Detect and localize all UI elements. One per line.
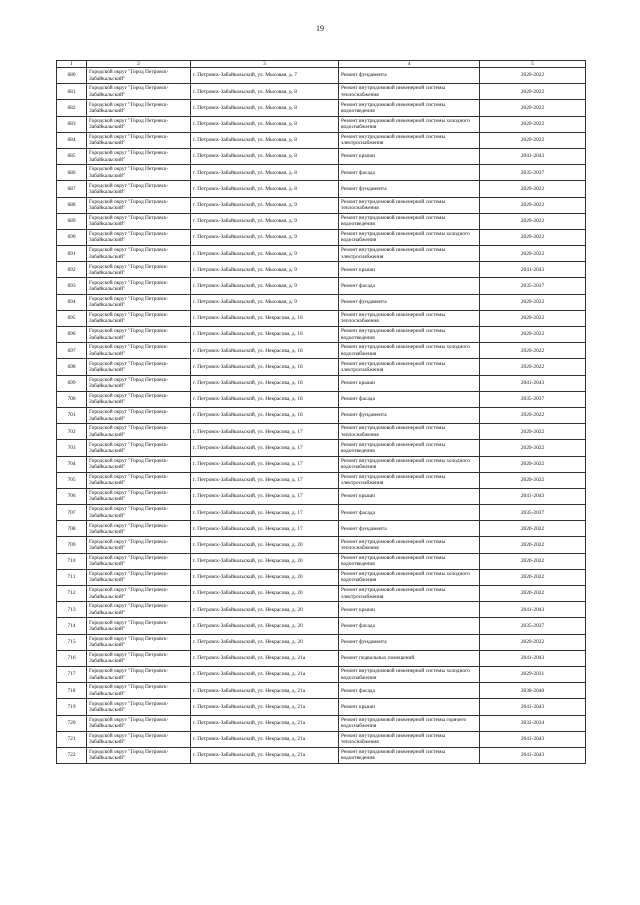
- repair-schedule-table: [56, 60, 586, 764]
- table-row: [57, 472, 586, 488]
- cell-address: г. Петровск-Забайкальский, ул. Некрасова, д. 17: [191, 521, 339, 537]
- cell-address: г. Петровск-Забайкальский, ул. Некрасова, д. 21а: [191, 650, 339, 666]
- table-row: [57, 262, 586, 278]
- cell-address: г. Петровск-Забайкальский, ул. Некрасова, д. 17: [191, 505, 339, 521]
- cell-work-type: Ремонт внутридомовой инженерной системы электроснабжения: [339, 586, 480, 602]
- cell-period: 2020-2022: [480, 634, 586, 650]
- cell-row-number: 685: [57, 148, 87, 164]
- cell-period: 2020-2022: [480, 521, 586, 537]
- table-row: [57, 310, 586, 326]
- table-row: [57, 537, 586, 553]
- cell-work-type: Ремонт крыши: [339, 602, 480, 618]
- cell-row-number: 680: [57, 68, 87, 84]
- cell-municipality: Городской округ "Город Петровск-Забайкальский": [87, 521, 191, 537]
- cell-row-number: 712: [57, 586, 87, 602]
- cell-address: г. Петровск-Забайкальский, ул. Некрасова, д. 21а: [191, 747, 339, 763]
- table-row: [57, 505, 586, 521]
- cell-address: г. Петровск-Забайкальский, ул. Некрасова, д. 16: [191, 359, 339, 375]
- cell-municipality: Городской округ "Город Петровск-Забайкальский": [87, 650, 191, 666]
- cell-work-type: Ремонт внутридомовой инженерной системы теплоснабжения: [339, 537, 480, 553]
- cell-municipality: Городской округ "Город Петровск-Забайкальский": [87, 634, 191, 650]
- cell-address: г. Петровск-Забайкальский, ул. Некрасова, д. 21а: [191, 683, 339, 699]
- cell-work-type: Ремонт внутридомовой инженерной системы теплоснабжения: [339, 731, 480, 747]
- cell-period: 2020-2022: [480, 407, 586, 423]
- table-row: [57, 521, 586, 537]
- cell-address: г. Петровск-Забайкальский, ул. Мысовая, д. 8: [191, 84, 339, 100]
- cell-period: 2020-2022: [480, 537, 586, 553]
- cell-row-number: 708: [57, 521, 87, 537]
- cell-period: 2020-2022: [480, 310, 586, 326]
- cell-municipality: Городской округ "Город Петровск-Забайкальский": [87, 407, 191, 423]
- cell-address: г. Петровск-Забайкальский, ул. Некрасова, д. 16: [191, 327, 339, 343]
- table-row: [57, 488, 586, 504]
- cell-period: 2041-2043: [480, 148, 586, 164]
- cell-period: 2032-2034: [480, 715, 586, 731]
- cell-municipality: Городской округ "Город Петровск-Забайкальский": [87, 731, 191, 747]
- cell-row-number: 717: [57, 666, 87, 682]
- cell-work-type: Ремонт фундамента: [339, 294, 480, 310]
- cell-address: г. Петровск-Забайкальский, ул. Некрасова, д. 20: [191, 586, 339, 602]
- cell-row-number: 682: [57, 100, 87, 116]
- cell-address: г. Петровск-Забайкальский, ул. Некрасова, д. 16: [191, 391, 339, 407]
- cell-municipality: Городской округ "Город Петровск-Забайкальский": [87, 327, 191, 343]
- table-row: [57, 456, 586, 472]
- table-row: [57, 197, 586, 213]
- cell-work-type: Ремонт фасада: [339, 391, 480, 407]
- cell-period: 2020-2022: [480, 132, 586, 148]
- cell-period: 2041-2043: [480, 602, 586, 618]
- table-row: [57, 246, 586, 262]
- cell-address: г. Петровск-Забайкальский, ул. Мысовая, д. 8: [191, 181, 339, 197]
- column-header-4: 4: [339, 61, 480, 68]
- cell-work-type: Ремонт внутридомовой инженерной системы холодного водоснабжения: [339, 569, 480, 585]
- cell-municipality: Городской округ "Город Петровск-Забайкальский": [87, 359, 191, 375]
- cell-period: 2020-2022: [480, 294, 586, 310]
- cell-row-number: 687: [57, 181, 87, 197]
- cell-address: г. Петровск-Забайкальский, ул. Некрасова, д. 16: [191, 407, 339, 423]
- table-row: [57, 747, 586, 763]
- cell-row-number: 690: [57, 229, 87, 245]
- cell-row-number: 702: [57, 424, 87, 440]
- cell-address: г. Петровск-Забайкальский, ул. Некрасова, д. 21а: [191, 715, 339, 731]
- cell-address: г. Петровск-Забайкальский, ул. Мысовая, д. 9: [191, 213, 339, 229]
- table-row: [57, 181, 586, 197]
- cell-work-type: Ремонт внутридомовой инженерной системы теплоснабжения: [339, 197, 480, 213]
- cell-address: г. Петровск-Забайкальский, ул. Некрасова, д. 20: [191, 618, 339, 634]
- cell-work-type: Ремонт внутридомовой инженерной системы водоотведения: [339, 100, 480, 116]
- cell-work-type: Ремонт фасада: [339, 618, 480, 634]
- cell-work-type: Ремонт подвальных помещений: [339, 650, 480, 666]
- cell-address: г. Петровск-Забайкальский, ул. Некрасова, д. 20: [191, 602, 339, 618]
- cell-municipality: Городской округ "Город Петровск-Забайкальский": [87, 229, 191, 245]
- cell-period: 2020-2022: [480, 424, 586, 440]
- table-row: [57, 84, 586, 100]
- cell-work-type: Ремонт фасада: [339, 165, 480, 181]
- table-row: [57, 213, 586, 229]
- table-row: [57, 278, 586, 294]
- cell-municipality: Городской округ "Город Петровск-Забайкальский": [87, 602, 191, 618]
- cell-row-number: 681: [57, 84, 87, 100]
- cell-row-number: 721: [57, 731, 87, 747]
- cell-period: 2041-2043: [480, 262, 586, 278]
- cell-period: 2041-2043: [480, 699, 586, 715]
- table-row: [57, 165, 586, 181]
- cell-municipality: Городской округ "Город Петровск-Забайкальский": [87, 747, 191, 763]
- cell-address: г. Петровск-Забайкальский, ул. Мысовая, д. 9: [191, 246, 339, 262]
- table-row: [57, 343, 586, 359]
- table-row: [57, 666, 586, 682]
- cell-municipality: Городской округ "Город Петровск-Забайкальский": [87, 666, 191, 682]
- cell-row-number: 719: [57, 699, 87, 715]
- table-row: [57, 229, 586, 245]
- cell-work-type: Ремонт внутридомовой инженерной системы холодного водоснабжения: [339, 666, 480, 682]
- cell-work-type: Ремонт крыши: [339, 699, 480, 715]
- cell-municipality: Городской округ "Город Петровск-Забайкальский": [87, 488, 191, 504]
- cell-period: 2041-2043: [480, 650, 586, 666]
- cell-address: г. Петровск-Забайкальский, ул. Некрасова, д. 17: [191, 456, 339, 472]
- page-number: 19: [316, 24, 324, 33]
- cell-address: г. Петровск-Забайкальский, ул. Некрасова, д. 21а: [191, 666, 339, 682]
- cell-municipality: Городской округ "Город Петровск-Забайкальский": [87, 278, 191, 294]
- cell-period: 2041-2043: [480, 747, 586, 763]
- table-row: [57, 650, 586, 666]
- column-header-1: 1: [57, 61, 87, 68]
- cell-municipality: Городской округ "Город Петровск-Забайкальский": [87, 715, 191, 731]
- cell-work-type: Ремонт фасада: [339, 683, 480, 699]
- cell-municipality: Городской округ "Город Петровск-Забайкальский": [87, 537, 191, 553]
- table-row: [57, 586, 586, 602]
- cell-address: г. Петровск-Забайкальский, ул. Некрасова, д. 20: [191, 553, 339, 569]
- cell-municipality: Городской округ "Город Петровск-Забайкальский": [87, 84, 191, 100]
- cell-address: г. Петровск-Забайкальский, ул. Мысовая, д. 8: [191, 165, 339, 181]
- cell-row-number: 683: [57, 116, 87, 132]
- cell-row-number: 697: [57, 343, 87, 359]
- table-row: [57, 375, 586, 391]
- cell-address: г. Петровск-Забайкальский, ул. Некрасова, д. 16: [191, 343, 339, 359]
- cell-work-type: Ремонт фундамента: [339, 521, 480, 537]
- table-row: [57, 327, 586, 343]
- cell-work-type: Ремонт крыши: [339, 262, 480, 278]
- cell-period: 2029-2031: [480, 666, 586, 682]
- cell-row-number: 706: [57, 488, 87, 504]
- cell-municipality: Городской округ "Город Петровск-Забайкальский": [87, 343, 191, 359]
- cell-work-type: Ремонт внутридомовой инженерной системы холодного водоснабжения: [339, 343, 480, 359]
- cell-work-type: Ремонт крыши: [339, 148, 480, 164]
- cell-municipality: Городской округ "Город Петровск-Забайкальский": [87, 375, 191, 391]
- cell-period: 2035-2037: [480, 278, 586, 294]
- cell-period: 2020-2022: [480, 213, 586, 229]
- cell-work-type: Ремонт внутридомовой инженерной системы электроснабжения: [339, 359, 480, 375]
- cell-row-number: 718: [57, 683, 87, 699]
- cell-work-type: Ремонт внутридомовой инженерной системы теплоснабжения: [339, 310, 480, 326]
- table-row: [57, 683, 586, 699]
- cell-work-type: Ремонт фасада: [339, 505, 480, 521]
- cell-municipality: Городской округ "Город Петровск-Забайкальский": [87, 116, 191, 132]
- cell-address: г. Петровск-Забайкальский, ул. Мысовая, д. 9: [191, 294, 339, 310]
- cell-period: 2041-2043: [480, 731, 586, 747]
- table-row: [57, 148, 586, 164]
- cell-address: г. Петровск-Забайкальский, ул. Мысовая, д. 9: [191, 197, 339, 213]
- cell-period: 2020-2022: [480, 456, 586, 472]
- cell-row-number: 709: [57, 537, 87, 553]
- table-row: [57, 699, 586, 715]
- cell-row-number: 696: [57, 327, 87, 343]
- cell-period: 2020-2022: [480, 586, 586, 602]
- table-row: [57, 424, 586, 440]
- cell-period: 2041-2043: [480, 488, 586, 504]
- cell-period: 2035-2037: [480, 505, 586, 521]
- cell-row-number: 705: [57, 472, 87, 488]
- cell-work-type: Ремонт внутридомовой инженерной системы холодного водоснабжения: [339, 116, 480, 132]
- cell-work-type: Ремонт фундамента: [339, 407, 480, 423]
- cell-row-number: 714: [57, 618, 87, 634]
- table-row: [57, 618, 586, 634]
- cell-work-type: Ремонт фасада: [339, 278, 480, 294]
- cell-work-type: Ремонт внутридомовой инженерной системы электроснабжения: [339, 472, 480, 488]
- table-row: [57, 602, 586, 618]
- table-row: [57, 407, 586, 423]
- table-row: [57, 569, 586, 585]
- cell-period: 2020-2022: [480, 100, 586, 116]
- cell-municipality: Городской округ "Город Петровск-Забайкальский": [87, 262, 191, 278]
- cell-row-number: 711: [57, 569, 87, 585]
- cell-address: г. Петровск-Забайкальский, ул. Мысовая, д. 8: [191, 148, 339, 164]
- cell-work-type: Ремонт внутридомовой инженерной системы горячего водоснабжения: [339, 715, 480, 731]
- cell-municipality: Городской округ "Город Петровск-Забайкальский": [87, 618, 191, 634]
- cell-row-number: 699: [57, 375, 87, 391]
- cell-row-number: 700: [57, 391, 87, 407]
- cell-period: 2020-2022: [480, 68, 586, 84]
- table-row: [57, 294, 586, 310]
- cell-address: г. Петровск-Забайкальский, ул. Мысовая, д. 9: [191, 262, 339, 278]
- table-row: [57, 634, 586, 650]
- cell-address: г. Петровск-Забайкальский, ул. Некрасова, д. 16: [191, 375, 339, 391]
- cell-work-type: Ремонт внутридомовой инженерной системы водоотведения: [339, 440, 480, 456]
- column-header-2: 2: [87, 61, 191, 68]
- cell-municipality: Городской округ "Город Петровск-Забайкальский": [87, 456, 191, 472]
- cell-municipality: Городской округ "Город Петровск-Забайкальский": [87, 553, 191, 569]
- cell-row-number: 703: [57, 440, 87, 456]
- cell-address: г. Петровск-Забайкальский, ул. Некрасова, д. 17: [191, 424, 339, 440]
- cell-address: г. Петровск-Забайкальский, ул. Мысовая, д. 9: [191, 278, 339, 294]
- cell-work-type: Ремонт внутридомовой инженерной системы электроснабжения: [339, 132, 480, 148]
- cell-address: г. Петровск-Забайкальский, ул. Некрасова, д. 17: [191, 488, 339, 504]
- cell-municipality: Городской округ "Город Петровск-Забайкальский": [87, 699, 191, 715]
- cell-work-type: Ремонт фундамента: [339, 181, 480, 197]
- cell-municipality: Городской округ "Город Петровск-Забайкальский": [87, 472, 191, 488]
- cell-row-number: 704: [57, 456, 87, 472]
- cell-row-number: 684: [57, 132, 87, 148]
- cell-row-number: 698: [57, 359, 87, 375]
- cell-row-number: 688: [57, 197, 87, 213]
- cell-work-type: Ремонт внутридомовой инженерной системы водоотведения: [339, 327, 480, 343]
- cell-address: г. Петровск-Забайкальский, ул. Некрасова, д. 20: [191, 634, 339, 650]
- cell-work-type: Ремонт крыши: [339, 375, 480, 391]
- cell-work-type: Ремонт внутридомовой инженерной системы холодного водоснабжения: [339, 229, 480, 245]
- cell-municipality: Городской округ "Город Петровск-Забайкальский": [87, 683, 191, 699]
- cell-row-number: 686: [57, 165, 87, 181]
- cell-period: 2020-2022: [480, 472, 586, 488]
- cell-work-type: Ремонт внутридомовой инженерной системы теплоснабжения: [339, 84, 480, 100]
- cell-address: г. Петровск-Забайкальский, ул. Мысовая, д. 8: [191, 100, 339, 116]
- cell-period: 2020-2022: [480, 229, 586, 245]
- cell-period: 2038-2040: [480, 683, 586, 699]
- cell-row-number: 693: [57, 278, 87, 294]
- cell-work-type: Ремонт внутридомовой инженерной системы водоотведения: [339, 213, 480, 229]
- cell-municipality: Городской округ "Город Петровск-Забайкальский": [87, 246, 191, 262]
- cell-work-type: Ремонт внутридомовой инженерной системы водоотведения: [339, 747, 480, 763]
- cell-municipality: Городской округ "Город Петровск-Забайкальский": [87, 213, 191, 229]
- cell-period: 2020-2022: [480, 84, 586, 100]
- table-row: [57, 68, 586, 84]
- table-row: [57, 440, 586, 456]
- cell-municipality: Городской округ "Город Петровск-Забайкальский": [87, 424, 191, 440]
- cell-work-type: Ремонт фундамента: [339, 634, 480, 650]
- cell-period: 2020-2022: [480, 116, 586, 132]
- cell-address: г. Петровск-Забайкальский, ул. Мысовая, д. 7: [191, 68, 339, 84]
- cell-address: г. Петровск-Забайкальский, ул. Мысовая, д. 8: [191, 132, 339, 148]
- cell-address: г. Петровск-Забайкальский, ул. Некрасова, д. 21а: [191, 731, 339, 747]
- cell-row-number: 689: [57, 213, 87, 229]
- cell-municipality: Городской округ "Город Петровск-Забайкальский": [87, 165, 191, 181]
- table-row: [57, 359, 586, 375]
- cell-row-number: 707: [57, 505, 87, 521]
- cell-row-number: 710: [57, 553, 87, 569]
- cell-municipality: Городской округ "Город Петровск-Забайкальский": [87, 310, 191, 326]
- cell-work-type: Ремонт внутридомовой инженерной системы водоотведения: [339, 553, 480, 569]
- cell-municipality: Городской округ "Город Петровск-Забайкальский": [87, 391, 191, 407]
- cell-address: г. Петровск-Забайкальский, ул. Мысовая, д. 8: [191, 116, 339, 132]
- cell-municipality: Городской округ "Город Петровск-Забайкальский": [87, 68, 191, 84]
- cell-work-type: Ремонт крыши: [339, 488, 480, 504]
- cell-period: 2035-2037: [480, 165, 586, 181]
- cell-address: г. Петровск-Забайкальский, ул. Некрасова, д. 17: [191, 440, 339, 456]
- cell-row-number: 694: [57, 294, 87, 310]
- cell-municipality: Городской округ "Город Петровск-Забайкальский": [87, 586, 191, 602]
- cell-work-type: Ремонт внутридомовой инженерной системы теплоснабжения: [339, 424, 480, 440]
- cell-work-type: Ремонт внутридомовой инженерной системы холодного водоснабжения: [339, 456, 480, 472]
- cell-municipality: Городской округ "Город Петровск-Забайкальский": [87, 100, 191, 116]
- cell-period: 2020-2022: [480, 553, 586, 569]
- cell-period: 2020-2022: [480, 327, 586, 343]
- cell-municipality: Городской округ "Город Петровск-Забайкальский": [87, 569, 191, 585]
- cell-period: 2020-2022: [480, 246, 586, 262]
- cell-period: 2020-2022: [480, 569, 586, 585]
- cell-work-type: Ремонт внутридомовой инженерной системы электроснабжения: [339, 246, 480, 262]
- table-row: [57, 391, 586, 407]
- cell-municipality: Городской округ "Город Петровск-Забайкальский": [87, 440, 191, 456]
- cell-work-type: Ремонт фундамента: [339, 68, 480, 84]
- cell-row-number: 691: [57, 246, 87, 262]
- cell-row-number: 695: [57, 310, 87, 326]
- table-row: [57, 116, 586, 132]
- cell-row-number: 713: [57, 602, 87, 618]
- cell-address: г. Петровск-Забайкальский, ул. Некрасова, д. 20: [191, 569, 339, 585]
- cell-address: г. Петровск-Забайкальский, ул. Некрасова, д. 21а: [191, 699, 339, 715]
- cell-row-number: 715: [57, 634, 87, 650]
- cell-row-number: 722: [57, 747, 87, 763]
- cell-row-number: 716: [57, 650, 87, 666]
- table-row: [57, 553, 586, 569]
- cell-period: 2041-2043: [480, 375, 586, 391]
- cell-address: г. Петровск-Забайкальский, ул. Мысовая, д. 9: [191, 229, 339, 245]
- cell-address: г. Петровск-Забайкальский, ул. Некрасова, д. 16: [191, 310, 339, 326]
- table-row: [57, 715, 586, 731]
- cell-address: г. Петровск-Забайкальский, ул. Некрасова, д. 17: [191, 472, 339, 488]
- table-row: [57, 731, 586, 747]
- cell-row-number: 701: [57, 407, 87, 423]
- column-header-3: 3: [191, 61, 339, 68]
- cell-period: 2035-2037: [480, 618, 586, 634]
- cell-municipality: Городской округ "Город Петровск-Забайкальский": [87, 148, 191, 164]
- cell-period: 2020-2022: [480, 359, 586, 375]
- cell-period: 2020-2022: [480, 440, 586, 456]
- cell-row-number: 692: [57, 262, 87, 278]
- column-header-5: 5: [480, 61, 586, 68]
- cell-municipality: Городской округ "Город Петровск-Забайкальский": [87, 294, 191, 310]
- cell-municipality: Городской округ "Город Петровск-Забайкальский": [87, 132, 191, 148]
- table-row: [57, 132, 586, 148]
- cell-municipality: Городской округ "Город Петровск-Забайкальский": [87, 505, 191, 521]
- cell-address: г. Петровск-Забайкальский, ул. Некрасова, д. 20: [191, 537, 339, 553]
- table-header-row: [57, 61, 586, 68]
- table-body: [57, 68, 586, 764]
- table-row: [57, 100, 586, 116]
- cell-period: 2020-2022: [480, 181, 586, 197]
- cell-period: 2020-2022: [480, 343, 586, 359]
- cell-municipality: Городской округ "Город Петровск-Забайкальский": [87, 181, 191, 197]
- cell-period: 2020-2022: [480, 197, 586, 213]
- cell-municipality: Городской округ "Город Петровск-Забайкальский": [87, 197, 191, 213]
- cell-period: 2035-2037: [480, 391, 586, 407]
- cell-row-number: 720: [57, 715, 87, 731]
